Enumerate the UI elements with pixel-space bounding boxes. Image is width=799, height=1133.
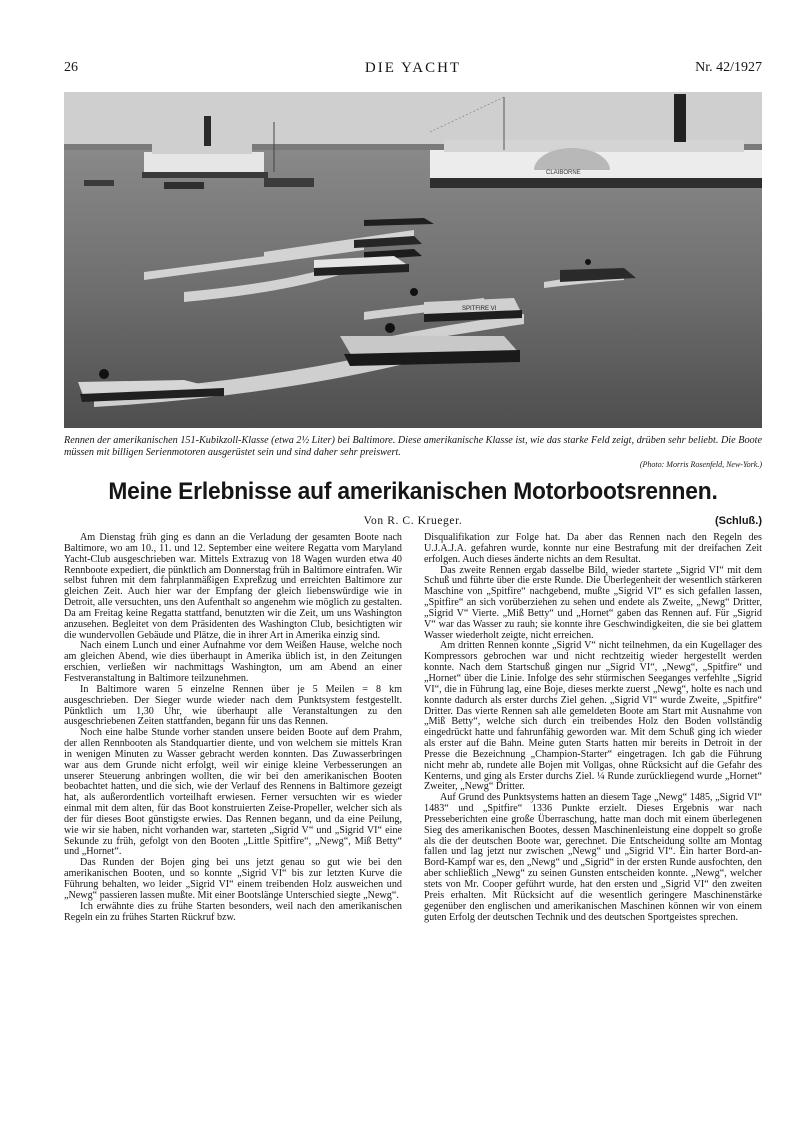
article-status: (Schluß.) — [714, 515, 762, 527]
paragraph: Disqualifikation zur Folge hat. Da aber das Rennen nach den Regeln des U.J.A.J.A. gefahren wurde, konnte nur eine Bestrafung mit der dreifachen Zeit erfolgen. Auch dieses änderte nichts an dem Resultat. — [424, 532, 762, 565]
paragraph: Am dritten Rennen konnte „Sigrid V“ nicht teilnehmen, da ein Kugellager des Kompressors gebrochen war und nicht rechtzeitig wieder hergestellt werden konnte. Nach dem Startschuß gingen nur „Sigrid VI“, „Newg“, „Spitfire“ und „Hornet“ über die Linie. Infolge des sehr stürmischen Seeganges verfehlte „Sigrid VI“, die in Führung lag, eine Boje, dieses merkte zuerst „Newg“, holte es nach und konnte dadurch als erster durchs Ziel gehen. „Sigrid VI“ wurde Zweite, „Spitfire“ Dritter. Das vierte Rennen sah alle gemeldeten Boote am Start mit Ausnahme von „Miß Betty“, welche sich durch ein treibendes Holz den Boden vollständig eingedrückt hatte und fahrunfähig geworden war. Mit dem Schuß ging ich wieder als erster auf die Bahn. Meine guten Starts hatten mir bereits in Detroit in der Presse die Bezeichnung „Champion-Starter“ eingetragen. Ich gab die Führung nicht mehr ab, rundete alle Bojen mit Vollgas, ohne Rücksicht auf die Gefahr des Kenterns, und ging als Erster durchs Ziel. ¼ Runde zurückliegend wurde „Hornet“ Zweiter, „Newg“ Dritter. — [424, 640, 762, 793]
paragraph: Das Runden der Bojen ging bei uns jetzt genau so gut wie bei den amerikanischen Booten, und so konnte „Sigrid VI“ bis zur letzten Kurve die Führung behalten, wo leider „Sigrid VI“ einem treibenden Holz ausweichen und „Newg“ passieren lassen mußte. Mit einer Bootslänge Unterschied siegte „Newg“. — [64, 857, 402, 901]
paragraph: Noch eine halbe Stunde vorher standen unsere beiden Boote auf dem Prahm, der allen Rennbooten als Standquartier diente, und von welchem sie mittels Kran in wenigen Minuten zu Wasser gebracht werden konnten. Das Zuwasserbringen war aus dem Grunde nicht erfolgt, weil wir einige kleine Verbesserungen an unserer Steuerung anbringen wollten, die wir bei den amerikanischen Booten beobachtet hatten, und die sich, wie der Verlauf des Rennens in Baltimore gezeigt hat, als außerordentlich vorteilhaft erwiesen. Ferner versuchten wir es wieder einmal mit dem alten, für das Boot konstruierten Zeise-Propeller, welcher sich als der für dieses Boot günstigste erwies. Das Rennen begann, und da eine Peilung, wie wir sie haben, nicht vorhanden war, starteten „Sigrid V“ und „Sigrid VI“ eine Sekunde zu früh, gefolgt von den Booten „Little Spitfire“, „Newg“, Miß Betty“ und „Hornet“. — [64, 727, 402, 858]
magazine-title: DIE YACHT — [364, 60, 462, 76]
paragraph: Auf Grund des Punktsystems hatten an diesem Tage „Newg“ 1485, „Sigrid VI“ 1483“ und „Spitfire“ 1336 Punkte erzielt. Dieses Ergebnis war nach Presseberichten eine große Überraschung, hatte man doch mit einem überlegenen Sieg des amerikanischen Bootes, dessen Maschinenleistung eine doppelt so große als die der deutschen Boote war, gerechnet. Die Entscheidung sollte am Montag fallen und lag jetzt nur zwischen „Newg“ und „Sigrid VI“. Ein harter Bord-an-Bord-Kampf war es, den „Newg“ und „Sigrid“ in der ersten Runde ausfochten, den aber schließlich „Newg“ zu seinen Gunsten entscheiden konnte. „Newg“, welcher stets von Mr. Cooper geführt wurde, hat den ersten und „Sigrid VI“ den zweiten Preis erhalten. Mit Rücksicht auf die wesentlich geringere Maschinenstärke gegenüber den englischen und amerikanischen Maschinen können wir von einem guten Erfolg der deutschen Technik und des deutschen Sportgeistes sprechen. — [424, 792, 762, 923]
article-column-left — [64, 533, 402, 923]
race-photo-image — [64, 92, 762, 428]
photo-credit: (Photo: Morris Rosenfeld, New-York.) — [639, 460, 762, 469]
caption-text: Rennen der amerikanischen 151-Kubikzoll-Klasse (etwa 2½ Liter) bei Baltimore. Diese amerikanische Klasse ist, wie das starke Feld zeigt, drüben sehr beliebt. Die Boote müssen mit billigen Serienmotoren ausgerüstet sein und sind daher sehr preiswert. — [64, 435, 762, 458]
article-headline: Meine Erlebnisse auf amerikanischen Motorbootsrennen. — [108, 478, 718, 505]
issue-number: Nr. 42/1927 — [695, 60, 762, 75]
paragraph: In Baltimore waren 5 einzelne Rennen über je 5 Meilen = 8 km ausgeschrieben. Der Sieger wurde wieder nach dem Punktsystem festgestellt. Pünktlich um 1,30 Uhr, wie überhaupt alle Veranstaltungen zu den ausgeschriebenen Zeiten stattfanden, begann für uns das Rennen. — [64, 683, 402, 728]
race-photo — [64, 92, 762, 428]
paragraph: Am Dienstag früh ging es dann an die Verladung der gesamten Boote nach Baltimore, wo am 10., 11. und 12. September eine weitere Regatta vom Maryland Yacht-Club ausgeschrieben war. Mittels Extrazug von 18 Wagen wurden etwa 40 Rennboote expediert, die pünktlich am Donnerstag früh in Baltimore eintrafen. Wir selbst fuhren mit dem fahrplanmäßigen Expreßzug und erreichten Baltimore zur gleichen Zeit. Auch hier war der Empfang der gleich liebenswürdige wie in Detroit, alle versuchten, uns den Aufenthalt so angenehm wie möglich zu gestalten. Da am Freitag keine Regatta stattfand, benutzten wir die Zeit, um uns Washington anzusehen. Begleitet von dem Präsidenten des Washington Club, besichtigten wir die wundervollen Gebäude und Plätze, die in ihrer Art in Amerika einzig sind. — [64, 532, 402, 641]
article-column-right — [424, 533, 762, 923]
paragraph: Das zweite Rennen ergab dasselbe Bild, wieder startete „Sigrid VI“ mit dem Schuß und führte über die erste Runde. Die Überlegenheit der wesentlich stärkeren Maschine von „Spitfire“ nachgebend, mußte „Sigrid VI“ es sich gefallen lassen, „Spitfire“ an sich vorüberziehen zu sehen und endete als Zweite, „Newg“ Dritter, „Sigrid V“ Vierte. „Miß Betty“ und „Hornet“ gaben das Rennen auf. Für „Sigrid V“ war das Wasser zu rauh; sie konnte ihre Geschwindigkeiten, die sie bei glattem Wasser wiederholt zeigte, nicht erreichen. — [424, 564, 762, 641]
boat-name: SPITFIRE VI — [462, 306, 497, 312]
photo-caption — [64, 435, 762, 471]
article-author: Von R. C. Krueger. — [363, 515, 463, 527]
page-header — [64, 60, 762, 82]
page-number: 26 — [64, 60, 78, 75]
steamer-name: CLAIBORNE — [546, 170, 581, 176]
paragraph: Ich erwähnte dies zu frühe Starten besonders, weil nach den amerikanischen Regeln ein zu frühes Starten Rückruf bzw. — [64, 900, 402, 923]
paragraph: Nach einem Lunch und einer Aufnahme vor dem Weißen Hause, welche noch am gleichen Abend, wie dies überhaupt in Amerika üblich ist, in den Zeitungen erschien, verließen wir nachmittags Washington, um am Abend an einer Festveranstaltung in Baltimore teilzunehmen. — [64, 640, 402, 684]
